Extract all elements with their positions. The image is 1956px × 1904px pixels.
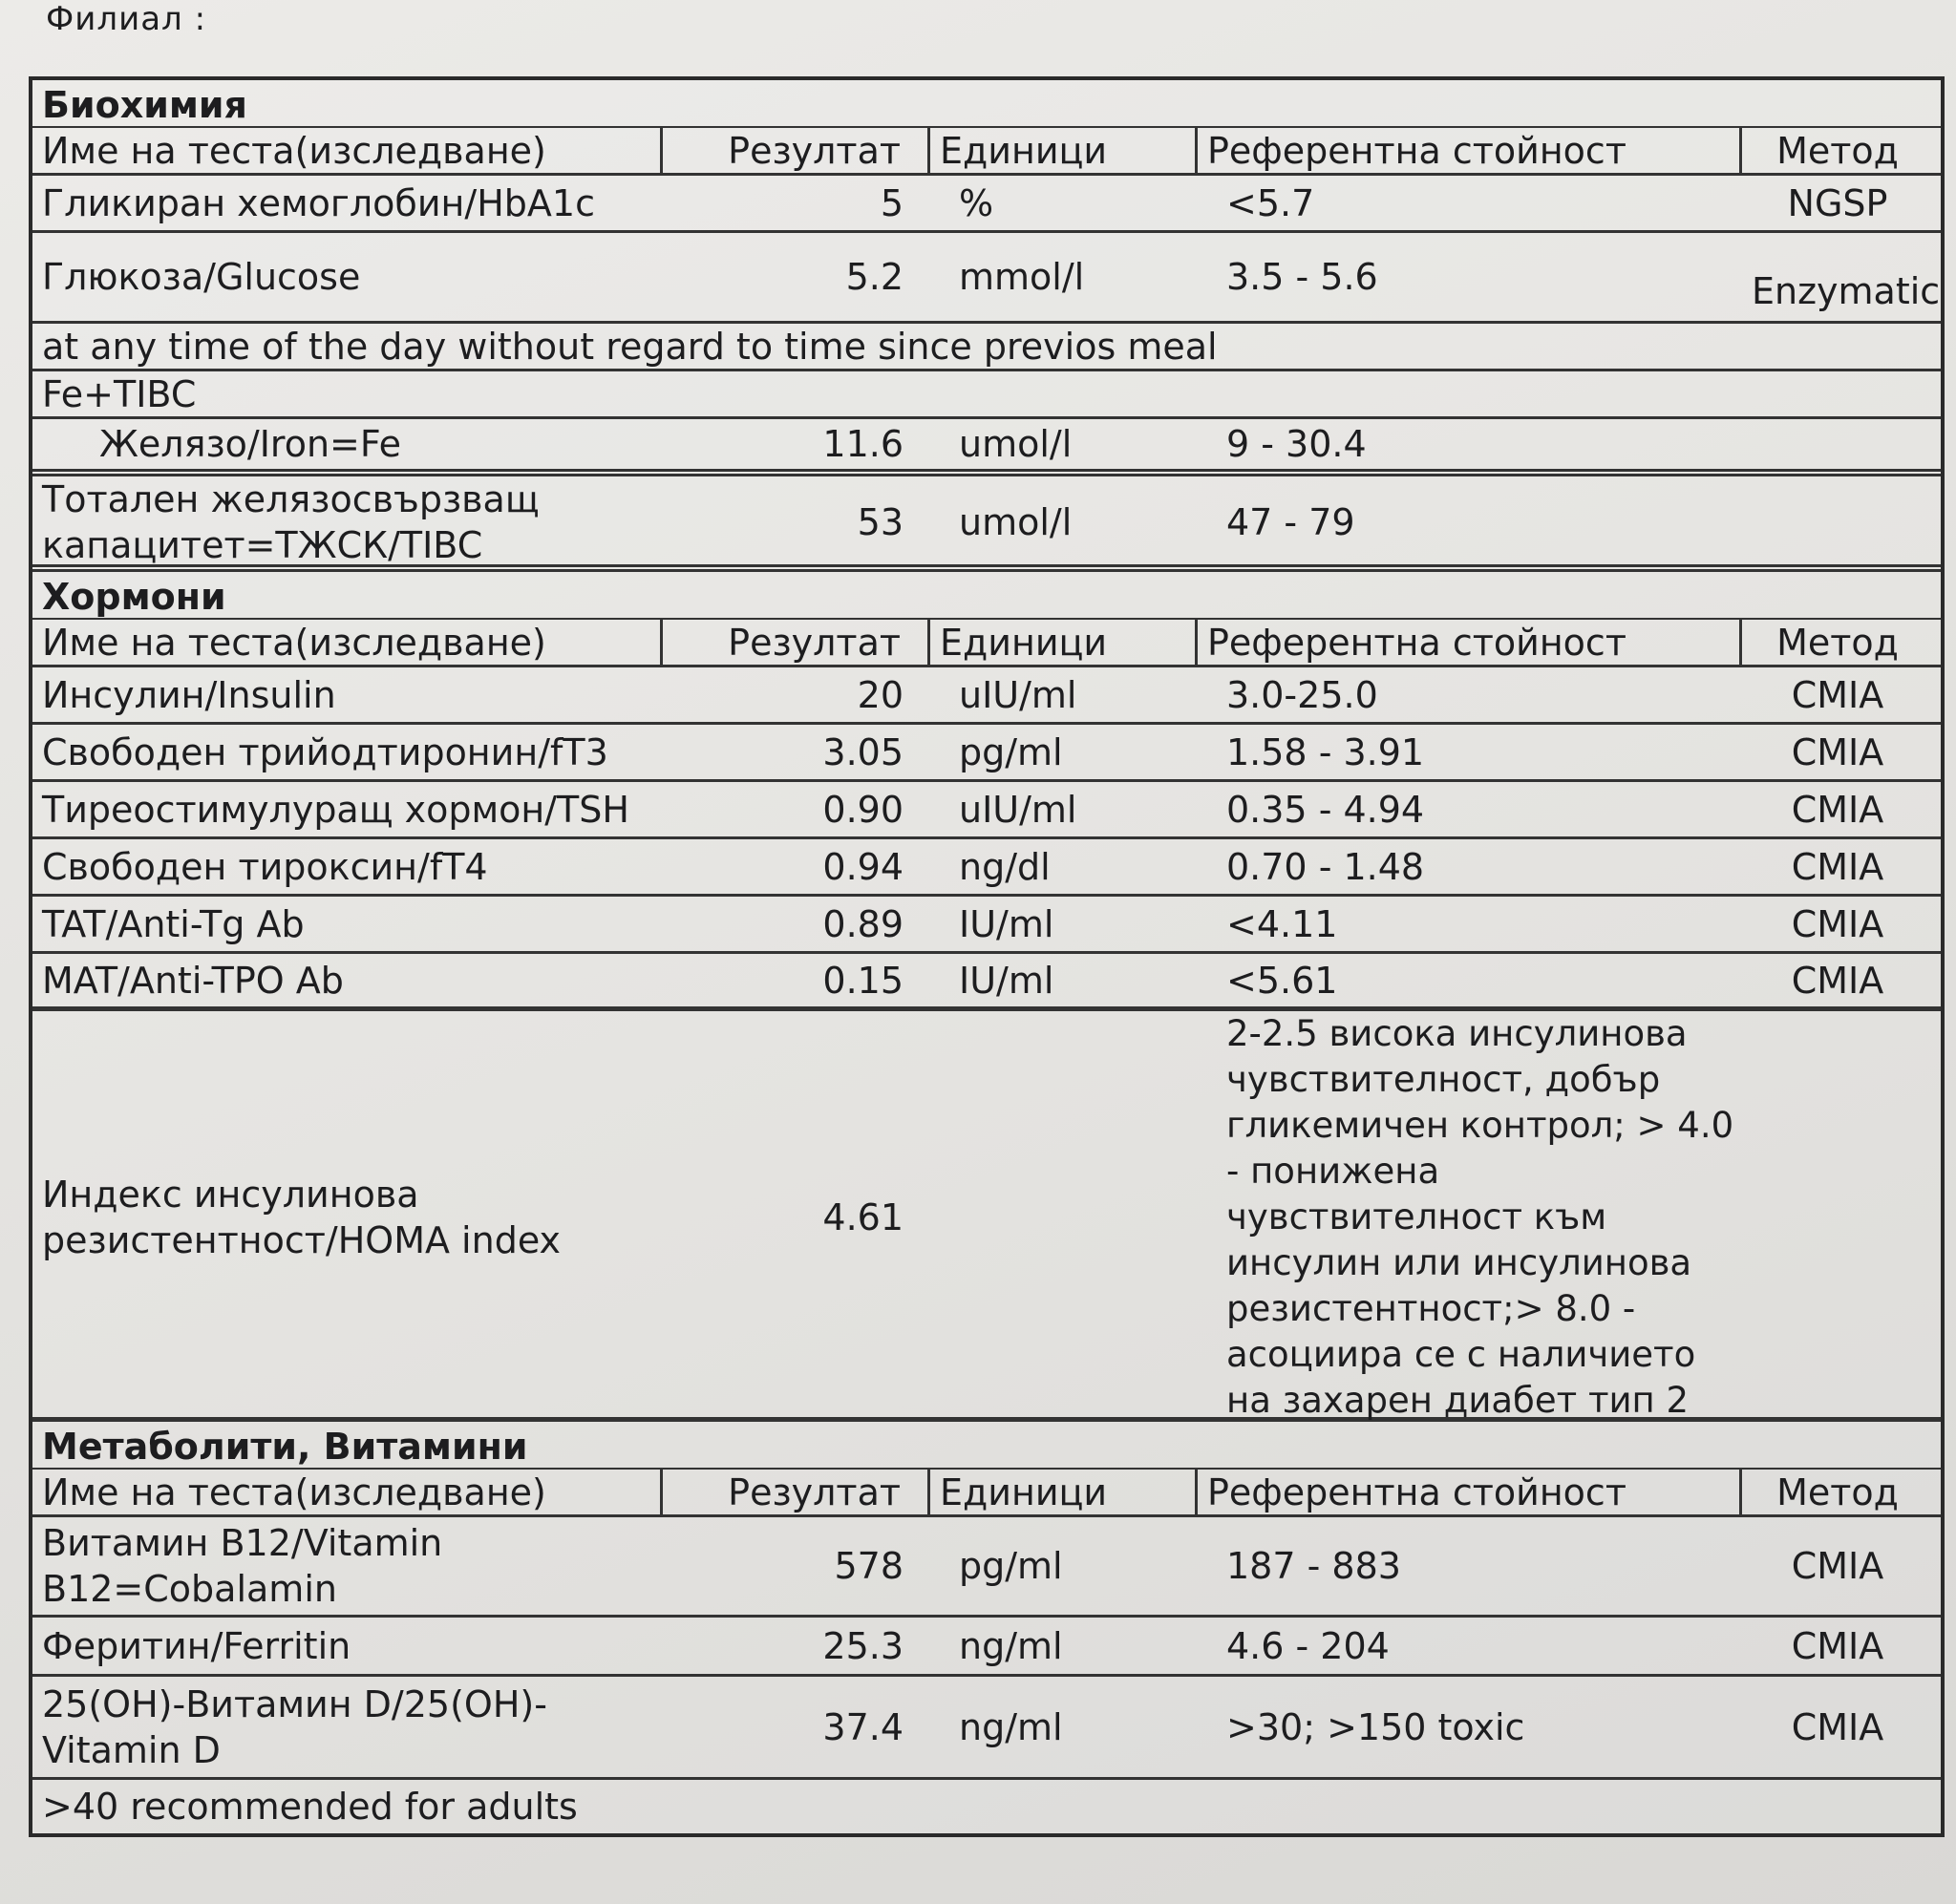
result-row-tibc xyxy=(32,476,1941,572)
test-units: umol/l xyxy=(959,423,1073,465)
test-method: CMIA xyxy=(1791,1545,1884,1587)
test-units: pg/ml xyxy=(959,730,1063,773)
result-row-b12 xyxy=(32,1517,1941,1618)
glucose-note: at any time of the day without regard to time since previos meal xyxy=(32,324,1941,371)
test-reference: <4.11 xyxy=(1226,902,1338,945)
branch-label: Филиал : xyxy=(46,0,207,38)
test-name: Витамин B12/Vitamin B12=Cobalamin xyxy=(42,1522,443,1610)
lab-results-table xyxy=(29,76,1945,1837)
column-header-row xyxy=(32,128,1941,176)
header-method: Метод xyxy=(1776,1470,1899,1513)
test-name: Свободен трийодтиронин/fT3 xyxy=(42,730,608,773)
vitamin-d-note: >40 recommended for adults xyxy=(42,1786,578,1828)
section-title-biochemistry: Биохимия xyxy=(32,80,1941,128)
test-method: CMIA xyxy=(1791,1624,1884,1667)
test-units: uIU/ml xyxy=(959,788,1077,831)
test-name: Желязо/Iron=Fe xyxy=(99,423,402,465)
test-reference: <5.61 xyxy=(1226,959,1338,1002)
header-result: Резултат xyxy=(663,620,930,665)
column-header-row xyxy=(32,1470,1941,1517)
result-row-ft4 xyxy=(32,839,1941,897)
test-reference: >30; >150 toxic xyxy=(1226,1705,1525,1748)
test-method: CMIA xyxy=(1791,959,1884,1002)
test-method: CMIA xyxy=(1791,730,1884,773)
test-method: CMIA xyxy=(1791,788,1884,831)
test-result: 578 xyxy=(834,1545,904,1587)
test-name: Гликиран хемоглобин/HbA1c xyxy=(42,181,595,224)
test-method: CMIA xyxy=(1791,673,1884,716)
test-name: Свободен тироксин/fT4 xyxy=(42,845,488,888)
result-row-anti-tpo xyxy=(32,954,1941,1011)
section-title-metabolites: Метаболити, Витамини xyxy=(32,1422,1941,1470)
header-units: Единици xyxy=(930,1470,1198,1514)
test-units: % xyxy=(959,181,994,224)
test-method: CMIA xyxy=(1791,845,1884,888)
test-method: CMIA xyxy=(1791,902,1884,945)
column-header-row xyxy=(32,620,1941,667)
header-test-name: Име на теста(изследване) xyxy=(32,128,663,173)
test-reference: 0.35 - 4.94 xyxy=(1226,788,1425,831)
result-row-anti-tg xyxy=(32,897,1941,954)
test-units: IU/ml xyxy=(959,902,1054,945)
test-reference: 4.6 - 204 xyxy=(1226,1624,1390,1667)
header-result: Резултат xyxy=(663,128,930,173)
test-reference: 2-2.5 висока инсулинова чувствителност, добър гликемичен контрол; > 4.0 - понижена чувствителност към инсулин или инсулинова резистентност;> 8.0 - асоциира се с наличието на захарен диабет тип 2 xyxy=(1226,1013,1734,1421)
test-result: 37.4 xyxy=(822,1705,904,1748)
test-units: IU/ml xyxy=(959,959,1054,1002)
result-row-hba1c xyxy=(32,176,1941,233)
header-result: Резултат xyxy=(663,1470,930,1514)
header-test-name: Име на теста(изследване) xyxy=(32,620,663,665)
test-result: 0.90 xyxy=(822,788,904,831)
test-reference: 1.58 - 3.91 xyxy=(1226,730,1425,773)
header-reference: Референтна стойност xyxy=(1198,620,1742,665)
header-method: Метод xyxy=(1776,129,1899,172)
test-reference: <5.7 xyxy=(1226,181,1315,224)
test-reference: 3.0-25.0 xyxy=(1226,673,1378,716)
test-method: NGSP xyxy=(1787,181,1888,224)
test-result: 11.6 xyxy=(822,423,904,465)
test-method: CMIA xyxy=(1791,1705,1884,1748)
test-result: 5 xyxy=(880,181,904,224)
test-name: Феритин/Ferritin xyxy=(42,1624,351,1667)
test-result: 20 xyxy=(857,673,904,716)
result-row-tsh xyxy=(32,782,1941,839)
result-row-vitamin-d xyxy=(32,1677,1941,1780)
test-name: TAT/Anti-Tg Ab xyxy=(42,902,305,945)
test-result: 0.15 xyxy=(822,959,904,1002)
test-name: Инсулин/Insulin xyxy=(42,673,336,716)
test-units: ng/ml xyxy=(959,1624,1063,1667)
result-row-glucose xyxy=(32,233,1941,324)
section-title-hormones: Хормони xyxy=(32,572,1941,620)
result-row-insulin xyxy=(32,667,1941,725)
test-reference: 0.70 - 1.48 xyxy=(1226,845,1425,888)
result-row-iron xyxy=(32,419,1941,476)
test-units: mmol/l xyxy=(959,256,1085,298)
header-units: Единици xyxy=(930,128,1198,173)
test-result: 25.3 xyxy=(822,1624,904,1667)
result-row-ferritin xyxy=(32,1618,1941,1677)
test-units: ng/dl xyxy=(959,845,1051,888)
header-reference: Референтна стойност xyxy=(1198,1470,1742,1514)
test-units: umol/l xyxy=(959,501,1073,543)
test-reference: 47 - 79 xyxy=(1226,501,1355,543)
result-row-homa xyxy=(32,1011,1941,1422)
test-reference: 3.5 - 5.6 xyxy=(1226,256,1378,298)
test-name: Индекс инсулинова резистентност/HOMA index xyxy=(42,1174,562,1261)
test-result: 3.05 xyxy=(822,730,904,773)
fe-group-label: Fe+TIBC xyxy=(32,371,1941,419)
test-units: uIU/ml xyxy=(959,673,1077,716)
header-test-name: Име на теста(изследване) xyxy=(32,1470,663,1514)
test-result: 4.61 xyxy=(822,1196,904,1238)
header-method: Метод xyxy=(1776,621,1899,664)
test-method: Enzymatic xyxy=(1752,270,1941,312)
test-name: Тиреостимулуращ хормон/TSH xyxy=(42,788,629,831)
header-reference: Референтна стойност xyxy=(1198,128,1742,173)
test-name: Глюкоза/Glucose xyxy=(42,256,361,298)
test-reference: 9 - 30.4 xyxy=(1226,423,1367,465)
test-units: ng/ml xyxy=(959,1705,1063,1748)
result-row-ft3 xyxy=(32,725,1941,782)
test-name: Тотален желязосвързващ капацитет=ТЖСК/TIBC xyxy=(42,478,540,566)
header-units: Единици xyxy=(930,620,1198,665)
test-name: 25(OH)-Витамин D/25(OH)-Vitamin D xyxy=(42,1682,547,1771)
test-result: 0.89 xyxy=(822,902,904,945)
test-result: 0.94 xyxy=(822,845,904,888)
test-result: 53 xyxy=(857,501,904,543)
test-name: MAT/Anti-TPO Ab xyxy=(42,959,344,1002)
test-result: 5.2 xyxy=(845,256,904,298)
test-reference: 187 - 883 xyxy=(1226,1545,1401,1587)
test-units: pg/ml xyxy=(959,1545,1063,1587)
